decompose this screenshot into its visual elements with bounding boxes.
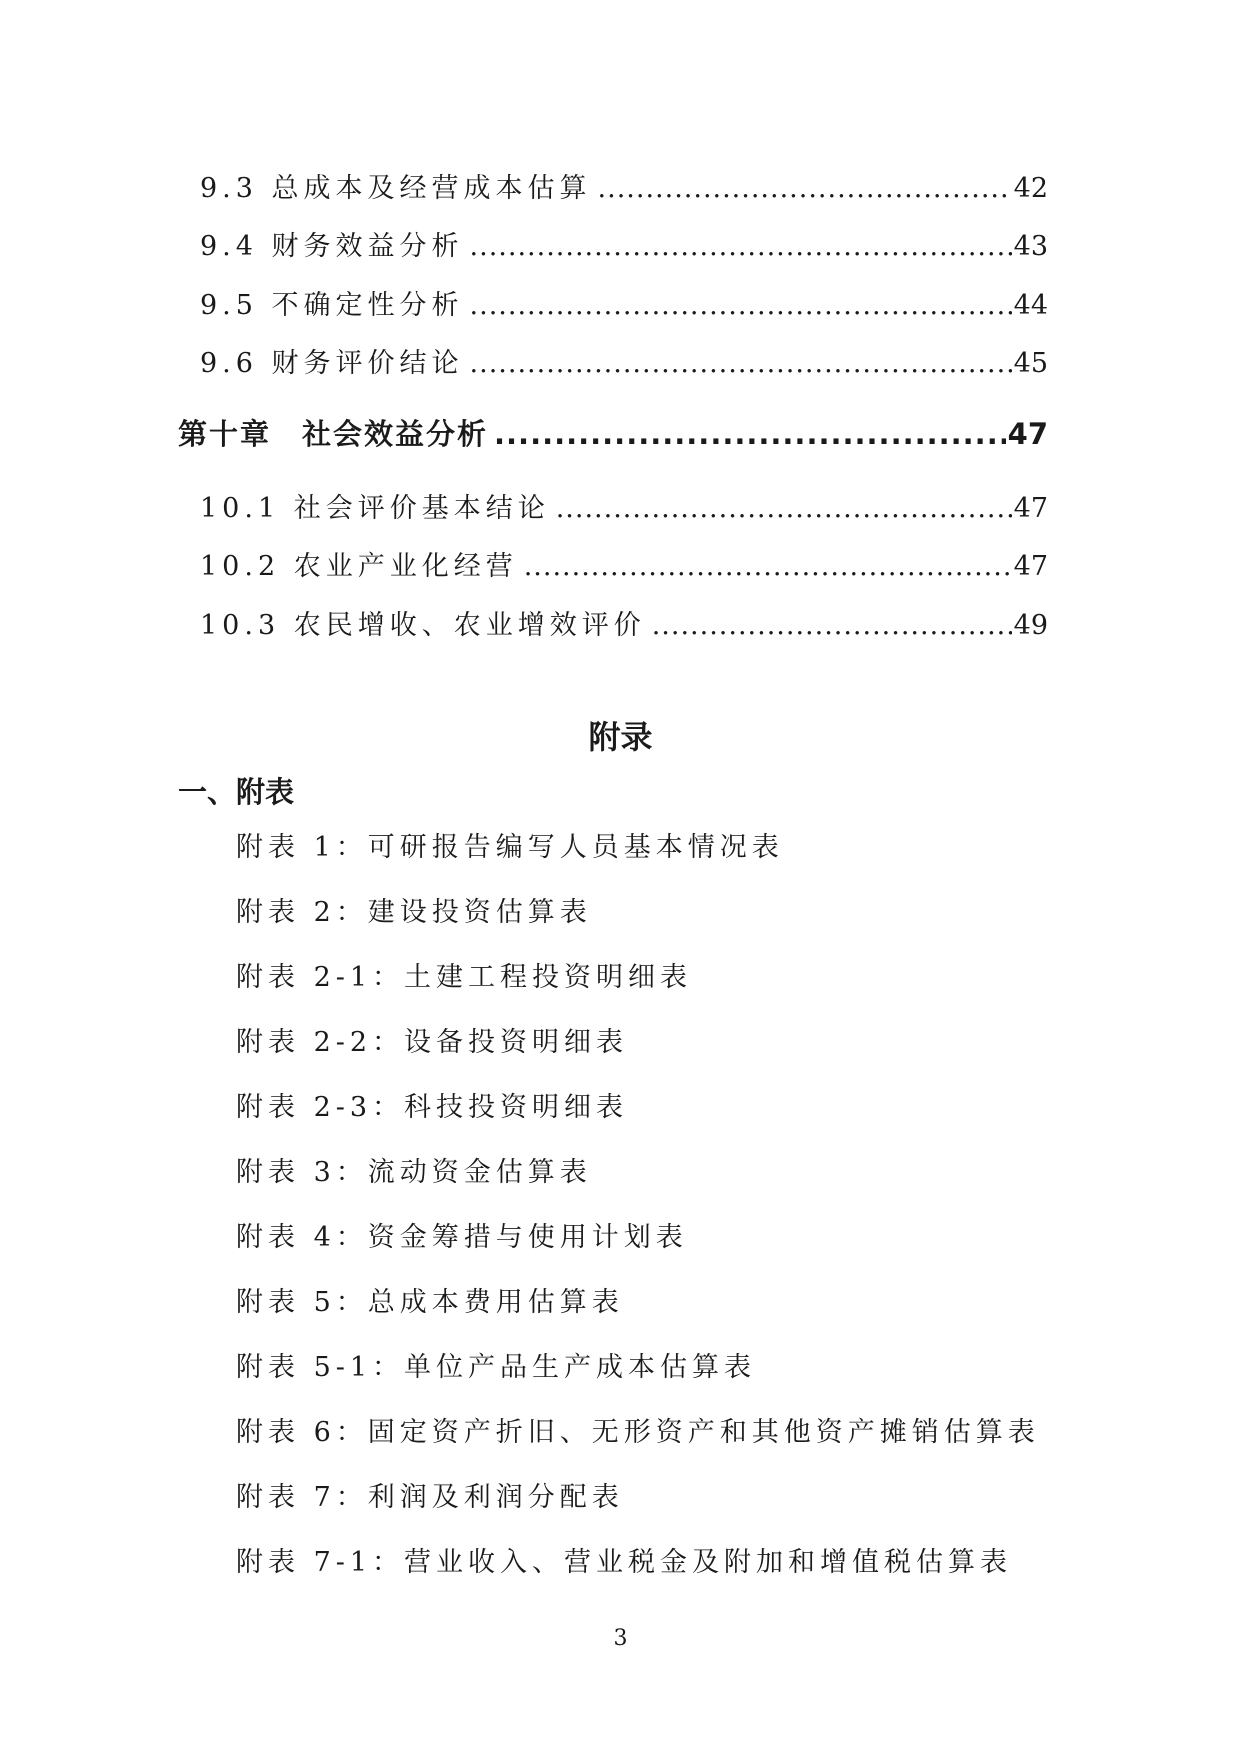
page-number: 3	[613, 1626, 628, 1651]
toc-entry-page: 47	[1013, 551, 1048, 582]
toc-dot-leader	[556, 493, 1012, 524]
appendix-item: 附表 2-1：土建工程投资明细表	[236, 962, 693, 993]
appendix-item: 附表 2-3：科技投资明细表	[236, 1092, 629, 1123]
toc-dot-leader	[598, 173, 1012, 204]
toc-chapter-label: 第十章 社会效益分析	[178, 417, 489, 451]
toc-entry-label: 10.2 农业产业化经营	[200, 551, 518, 582]
toc-entry-label: 9.4 财务效益分析	[200, 231, 464, 262]
appendix-item: 附表 6：固定资产折旧、无形资产和其他资产摊销估算表	[236, 1417, 1040, 1448]
appendix-item: 附表 2：建设投资估算表	[236, 897, 592, 928]
appendix-item: 附表 3：流动资金估算表	[236, 1157, 592, 1188]
toc-entry[interactable]	[200, 603, 1048, 642]
toc-entry-page: 43	[1013, 231, 1048, 262]
toc-entry-page: 49	[1013, 610, 1048, 641]
appendix-section-title: 一、附表	[178, 775, 295, 809]
toc-entry[interactable]	[200, 544, 1048, 583]
toc-entry-label: 10.1 社会评价基本结论	[200, 493, 550, 524]
appendix-item: 附表 4：资金筹措与使用计划表	[236, 1222, 688, 1253]
appendix-item: 附表 5：总成本费用估算表	[236, 1287, 624, 1318]
toc-entry-label: 10.3 农民增收、农业增效评价	[200, 610, 646, 641]
toc-dot-leader	[470, 290, 1012, 321]
toc-entry[interactable]	[200, 486, 1048, 525]
toc-entry-page: 42	[1013, 173, 1048, 204]
toc-entry-page: 44	[1013, 290, 1048, 321]
toc-entry-page: 47	[1013, 493, 1048, 524]
toc-entry-label: 9.5 不确定性分析	[200, 290, 464, 321]
toc-entry-label: 9.6 财务评价结论	[200, 348, 464, 379]
toc-entry[interactable]	[200, 166, 1048, 205]
toc-dot-leader	[652, 610, 1012, 641]
toc-entry[interactable]	[200, 224, 1048, 263]
toc-dot-leader	[494, 417, 1006, 451]
appendix-item: 附表 7：利润及利润分配表	[236, 1482, 624, 1513]
appendix-title: 附录	[588, 718, 653, 756]
toc-dot-leader	[470, 348, 1012, 379]
appendix-item: 附表 1：可研报告编写人员基本情况表	[236, 832, 784, 863]
toc-chapter-page: 47	[1007, 417, 1048, 451]
toc-dot-leader	[524, 551, 1012, 582]
toc-entry[interactable]	[200, 283, 1048, 322]
toc-entry-label: 9.3 总成本及经营成本估算	[200, 173, 592, 204]
toc-chapter-entry[interactable]	[178, 412, 1048, 453]
toc-entry[interactable]	[200, 341, 1048, 380]
appendix-item: 附表 2-2：设备投资明细表	[236, 1027, 629, 1058]
appendix-item: 附表 5-1：单位产品生产成本估算表	[236, 1352, 757, 1383]
toc-dot-leader	[470, 231, 1012, 262]
appendix-item: 附表 7-1：营业收入、营业税金及附加和增值税估算表	[236, 1547, 1013, 1578]
toc-entry-page: 45	[1013, 348, 1048, 379]
